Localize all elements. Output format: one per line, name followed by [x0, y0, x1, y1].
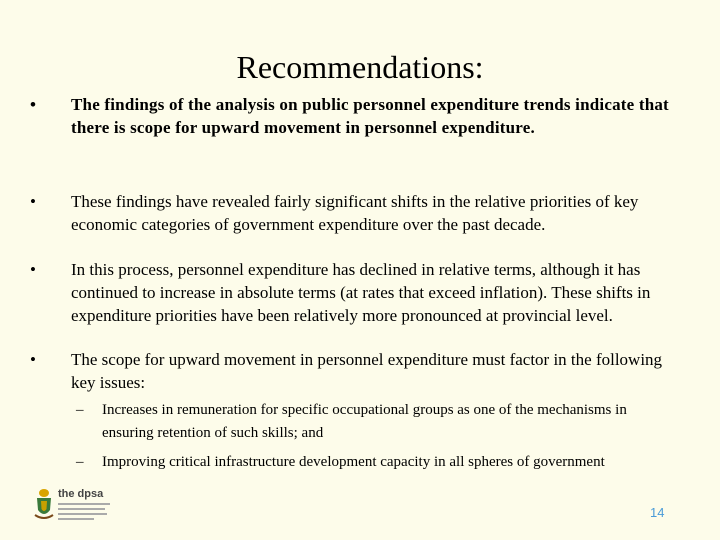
bullet-text: The findings of the analysis on public personnel expenditure trends indicate that there is scope for upward movement in personnel expenditure. — [71, 95, 669, 137]
bullet-text: These findings have revealed fairly significant shifts in the relative priorities of key economic categories of government expenditure over the past decade. — [71, 192, 639, 234]
dpsa-logo — [33, 488, 117, 524]
bullet-item — [30, 190, 690, 236]
sub-bullet-marker: – — [76, 454, 84, 470]
page-number: 14 — [650, 505, 665, 520]
bullet-marker: • — [30, 192, 36, 211]
bullet-marker: • — [30, 260, 36, 279]
sub-bullet-text: Improving critical infrastructure development capacity in all spheres of government — [102, 454, 605, 470]
slide-title: Recommendations: — [236, 49, 484, 85]
logo-fine-print — [58, 503, 110, 523]
bullet-text: The scope for upward movement in personnel expenditure must factor in the following key issues: — [71, 350, 663, 392]
sub-bullet-marker: – — [76, 402, 84, 418]
coat-of-arms-icon — [33, 488, 55, 522]
bullet-text: In this process, personnel expenditure has declined in relative terms, although it has continued to increase in absolute terms (at rates that exceed inflation). These shifts in expenditure priorities have been relatively more pronounced at provincial level. — [71, 260, 651, 325]
bullet-item — [30, 348, 690, 394]
bullet-item — [30, 258, 690, 327]
sub-bullet-item — [76, 451, 676, 474]
bullet-marker: • — [30, 95, 37, 114]
logo-text: the dpsa — [58, 488, 104, 500]
bullet-marker: • — [30, 350, 36, 369]
sub-bullet-text: Increases in remuneration for specific occupational groups as one of the mechanisms in ensuring retention of such skills; and — [102, 402, 627, 441]
sub-bullet-item — [76, 399, 676, 445]
bullet-item — [30, 93, 690, 139]
